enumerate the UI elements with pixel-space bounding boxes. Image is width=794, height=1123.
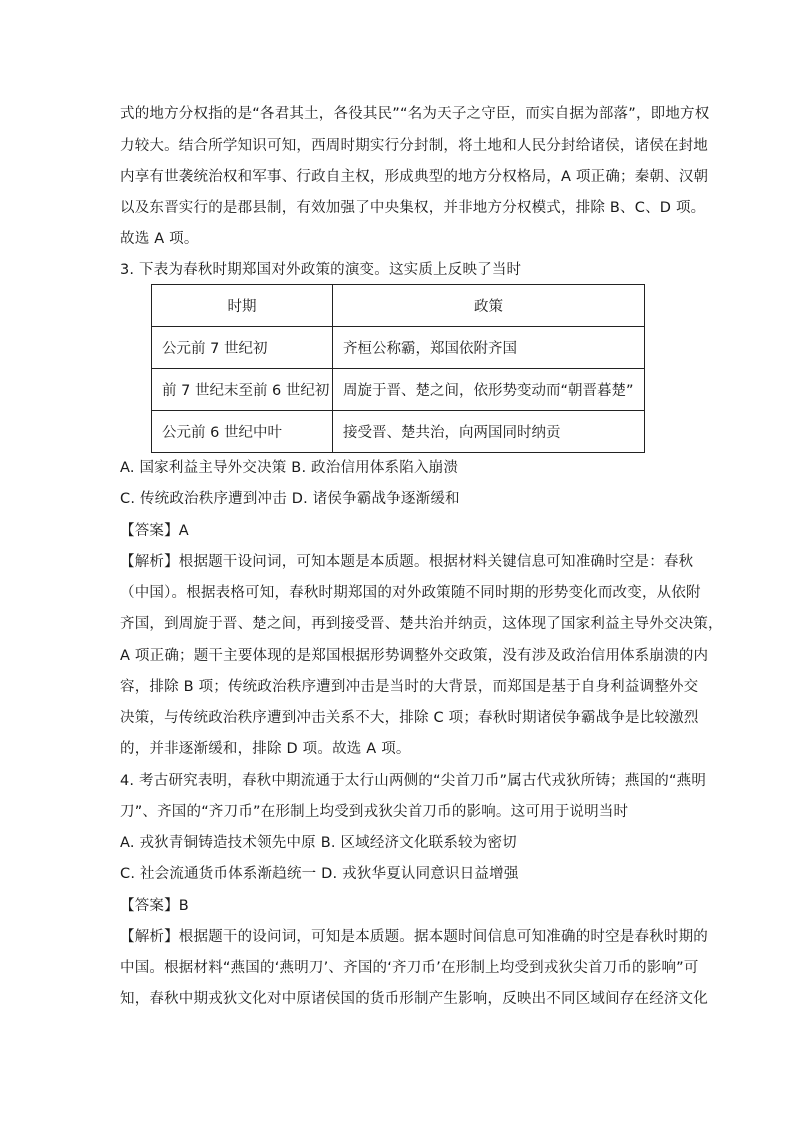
question-3-stem: 3. 下表为春秋时期郑国对外政策的演变。这实质上反映了当时 <box>120 262 522 278</box>
table-header-period: 时期 <box>152 285 333 327</box>
text-line: 故选 A 项。 <box>120 231 199 247</box>
answer-label: 【答案】A <box>120 523 189 539</box>
table-cell-period: 公元前 7 世纪初 <box>152 327 333 369</box>
text-line: 力较大。结合所学知识可知，西周时期实行分封制，将土地和人民分封给诸侯，诸侯在封地 <box>120 138 708 154</box>
options-line: C. 社会流通货币体系渐趋统一 D. 戎狄华夏认同意识日益增强 <box>120 866 519 882</box>
text-line: 式的地方分权指的是“各君其土，各役其民”“名为天子之守臣，而实自据为部落”，即地方权 <box>120 106 710 122</box>
table-cell-period: 公元前 6 世纪中叶 <box>152 411 333 453</box>
options-line: C. 传统政治秩序遭到冲击 D. 诸侯争霸战争逐渐缓和 <box>120 491 460 507</box>
analysis-line: A 项正确；题干主要体现的是郑国根据形势调整外交政策，没有涉及政治信用体系崩溃的内 <box>120 648 709 664</box>
analysis-line: 容，排除 B 项；传统政治秩序遭到冲击是当时的大背景，而郑国是基于自身利益调整外交 <box>120 679 699 695</box>
analysis-line: 决策，与传统政治秩序遭到冲击关系不大，排除 C 项；春秋时期诸侯争霸战争是比较激烈 <box>120 710 699 726</box>
options-line: A. 国家利益主导外交决策 B. 政治信用体系陷入崩溃 <box>120 460 459 476</box>
table-cell-policy: 周旋于晋、楚之间，依形势变动而“朝晋暮楚” <box>333 369 645 411</box>
text-line: 内享有世袭统治权和军事、行政自主权，形成典型的地方分权格局，A 项正确；秦朝、汉朝 <box>120 169 709 185</box>
analysis-line: 的，并非逐渐缓和，排除 D 项。故选 A 项。 <box>120 741 411 757</box>
question-4-stem: 4. 考古研究表明，春秋中期流通于太行山两侧的“尖首刀币”属古代戎狄所铸；燕国的“燕明 <box>120 773 707 789</box>
table-row <box>152 411 645 453</box>
table-row <box>152 327 645 369</box>
zheng-policy-table <box>151 284 645 453</box>
analysis-line: 齐国，到周旋于晋、楚之间，再到接受晋、楚共治并纳贡，这体现了国家利益主导外交决策， <box>120 616 723 632</box>
table-header-row <box>152 285 645 327</box>
analysis-line: 中国。根据材料“燕国的‘燕明刀’、齐国的‘齐刀币’在形制上均受到戎狄尖首刀币的影响”可 <box>120 960 699 976</box>
table-cell-policy: 齐桓公称霸，郑国依附齐国 <box>333 327 645 369</box>
text-line: 以及东晋实行的是郡县制，有效加强了中央集权，并非地方分权模式，排除 B、C、D 项。 <box>120 200 706 216</box>
table-cell-policy: 接受晋、楚共治，向两国同时纳贡 <box>333 411 645 453</box>
table-header-policy: 政策 <box>333 285 645 327</box>
analysis-line: 知，春秋中期戎狄文化对中原诸侯国的货币形制产生影响，反映出不同区域间存在经济文化 <box>120 991 708 1007</box>
analysis-line: 【解析】根据题干设问词，可知本题是本质题。根据材料关键信息可知准确时空是：春秋 <box>120 554 694 570</box>
analysis-line: （中国）。根据表格可知，春秋时期郑国的对外政策随不同时期的形势变化而改变，从依附 <box>120 585 701 601</box>
answer-label: 【答案】B <box>120 898 189 914</box>
options-line: A. 戎狄青铜铸造技术领先中原 B. 区域经济文化联系较为密切 <box>120 835 517 851</box>
table-row <box>152 369 645 411</box>
table-cell-period: 前 7 世纪末至前 6 世纪初 <box>152 369 333 411</box>
analysis-line: 【解析】根据题干的设问词，可知是本质题。据本题时间信息可知准确的时空是春秋时期的 <box>120 929 708 945</box>
question-4-stem: 刀”、齐国的“齐刀币”在形制上均受到戎狄尖首刀币的影响。这可用于说明当时 <box>120 804 629 820</box>
